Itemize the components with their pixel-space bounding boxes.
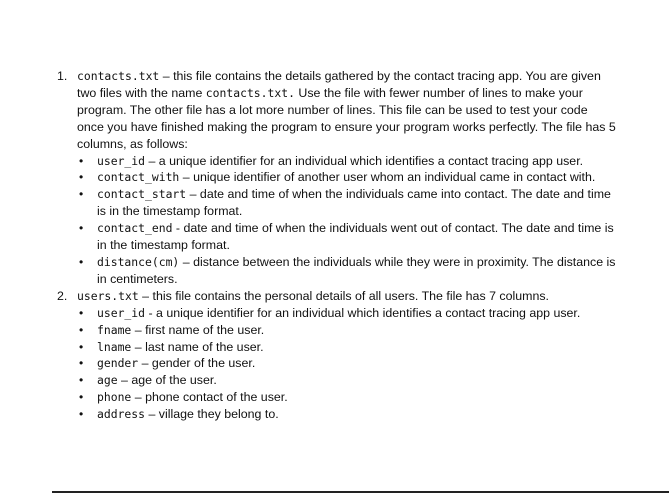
bullet-icon: • [79, 373, 84, 388]
column-code: user_id [97, 153, 146, 168]
column-item-contact-with [77, 169, 617, 186]
bullet-icon: • [79, 187, 84, 202]
column-desc: – last name of the user. [131, 339, 264, 354]
bullet-icon: • [79, 254, 84, 269]
column-item-fname [77, 322, 617, 339]
bottom-divider [52, 491, 669, 493]
bullet-icon: • [79, 407, 84, 422]
column-code: phone [97, 390, 132, 405]
column-code: contact_end [97, 221, 173, 236]
column-item-age [77, 372, 617, 389]
list-number: 1. [57, 69, 68, 83]
document-body [57, 68, 617, 423]
column-code: distance(cm) [97, 254, 180, 269]
column-desc: – unique identifier of another user whom an individual came in contact with. [179, 170, 596, 185]
bullet-icon: • [79, 322, 84, 337]
bullet-icon: • [79, 339, 84, 354]
column-desc: – a unique identifier for an individual which identifies a contact tracing app user. [145, 153, 584, 168]
item-text: – this file contains the personal details of all users. The file has 7 columns. [138, 288, 549, 303]
column-item-phone [77, 389, 617, 406]
column-item-gender [77, 355, 617, 372]
column-desc: – age of the user. [117, 373, 217, 388]
bullet-icon: • [79, 305, 84, 320]
filename-code: contacts.txt. [205, 85, 295, 100]
bullet-icon: • [79, 390, 84, 405]
column-desc: – date and time of when the individuals came into contact. The date and time is in the timestamp format. [97, 187, 611, 219]
column-desc: – first name of the user. [131, 322, 265, 337]
column-code: user_id [97, 305, 146, 320]
column-desc: - a unique identifier for an individual which identifies a contact tracing app user. [145, 305, 581, 320]
column-code: contact_start [97, 187, 187, 202]
list-number: 2. [57, 288, 68, 303]
column-desc: – phone contact of the user. [131, 390, 288, 405]
column-item-address [77, 406, 617, 423]
column-item-contact-end [77, 220, 617, 254]
column-item-user-id [77, 153, 617, 170]
column-code: lname [97, 339, 132, 354]
column-code: fname [97, 322, 132, 337]
column-code: age [97, 373, 118, 388]
column-desc: – gender of the user. [138, 356, 256, 371]
list-item-contacts-file [57, 68, 617, 288]
filename-code: users.txt [77, 288, 139, 303]
item-text: Use the file with fewer number of lines to make your program. The other file has a lot more number of lines. This file can be used to test your code once you have finished making the program to ensure your program works perfectly. The file has 5 columns, as follows: [77, 85, 616, 151]
filename-code: contacts.txt [77, 69, 160, 83]
column-item-lname [77, 339, 617, 356]
column-code: contact_with [97, 170, 180, 185]
bullet-icon: • [79, 221, 84, 236]
column-item-contact-start [77, 186, 617, 220]
column-desc: – village they belong to. [145, 407, 279, 422]
bullet-icon: • [79, 170, 84, 185]
list-item-users-file [57, 288, 617, 423]
column-code: address [97, 407, 146, 422]
column-desc: – distance between the individuals while they were in proximity. The distance is in centimeters. [97, 254, 616, 286]
item-text: – this file contains the details gathered by the contact tracing app. You are given two files with the name [77, 69, 601, 100]
bullet-icon: • [79, 356, 84, 371]
column-item-user-id [77, 305, 617, 322]
column-desc: - date and time of when the individuals went out of contact. The date and time is in the timestamp format. [97, 221, 614, 253]
bullet-icon: • [79, 153, 84, 168]
column-item-distance [77, 254, 617, 288]
column-code: gender [97, 356, 139, 371]
